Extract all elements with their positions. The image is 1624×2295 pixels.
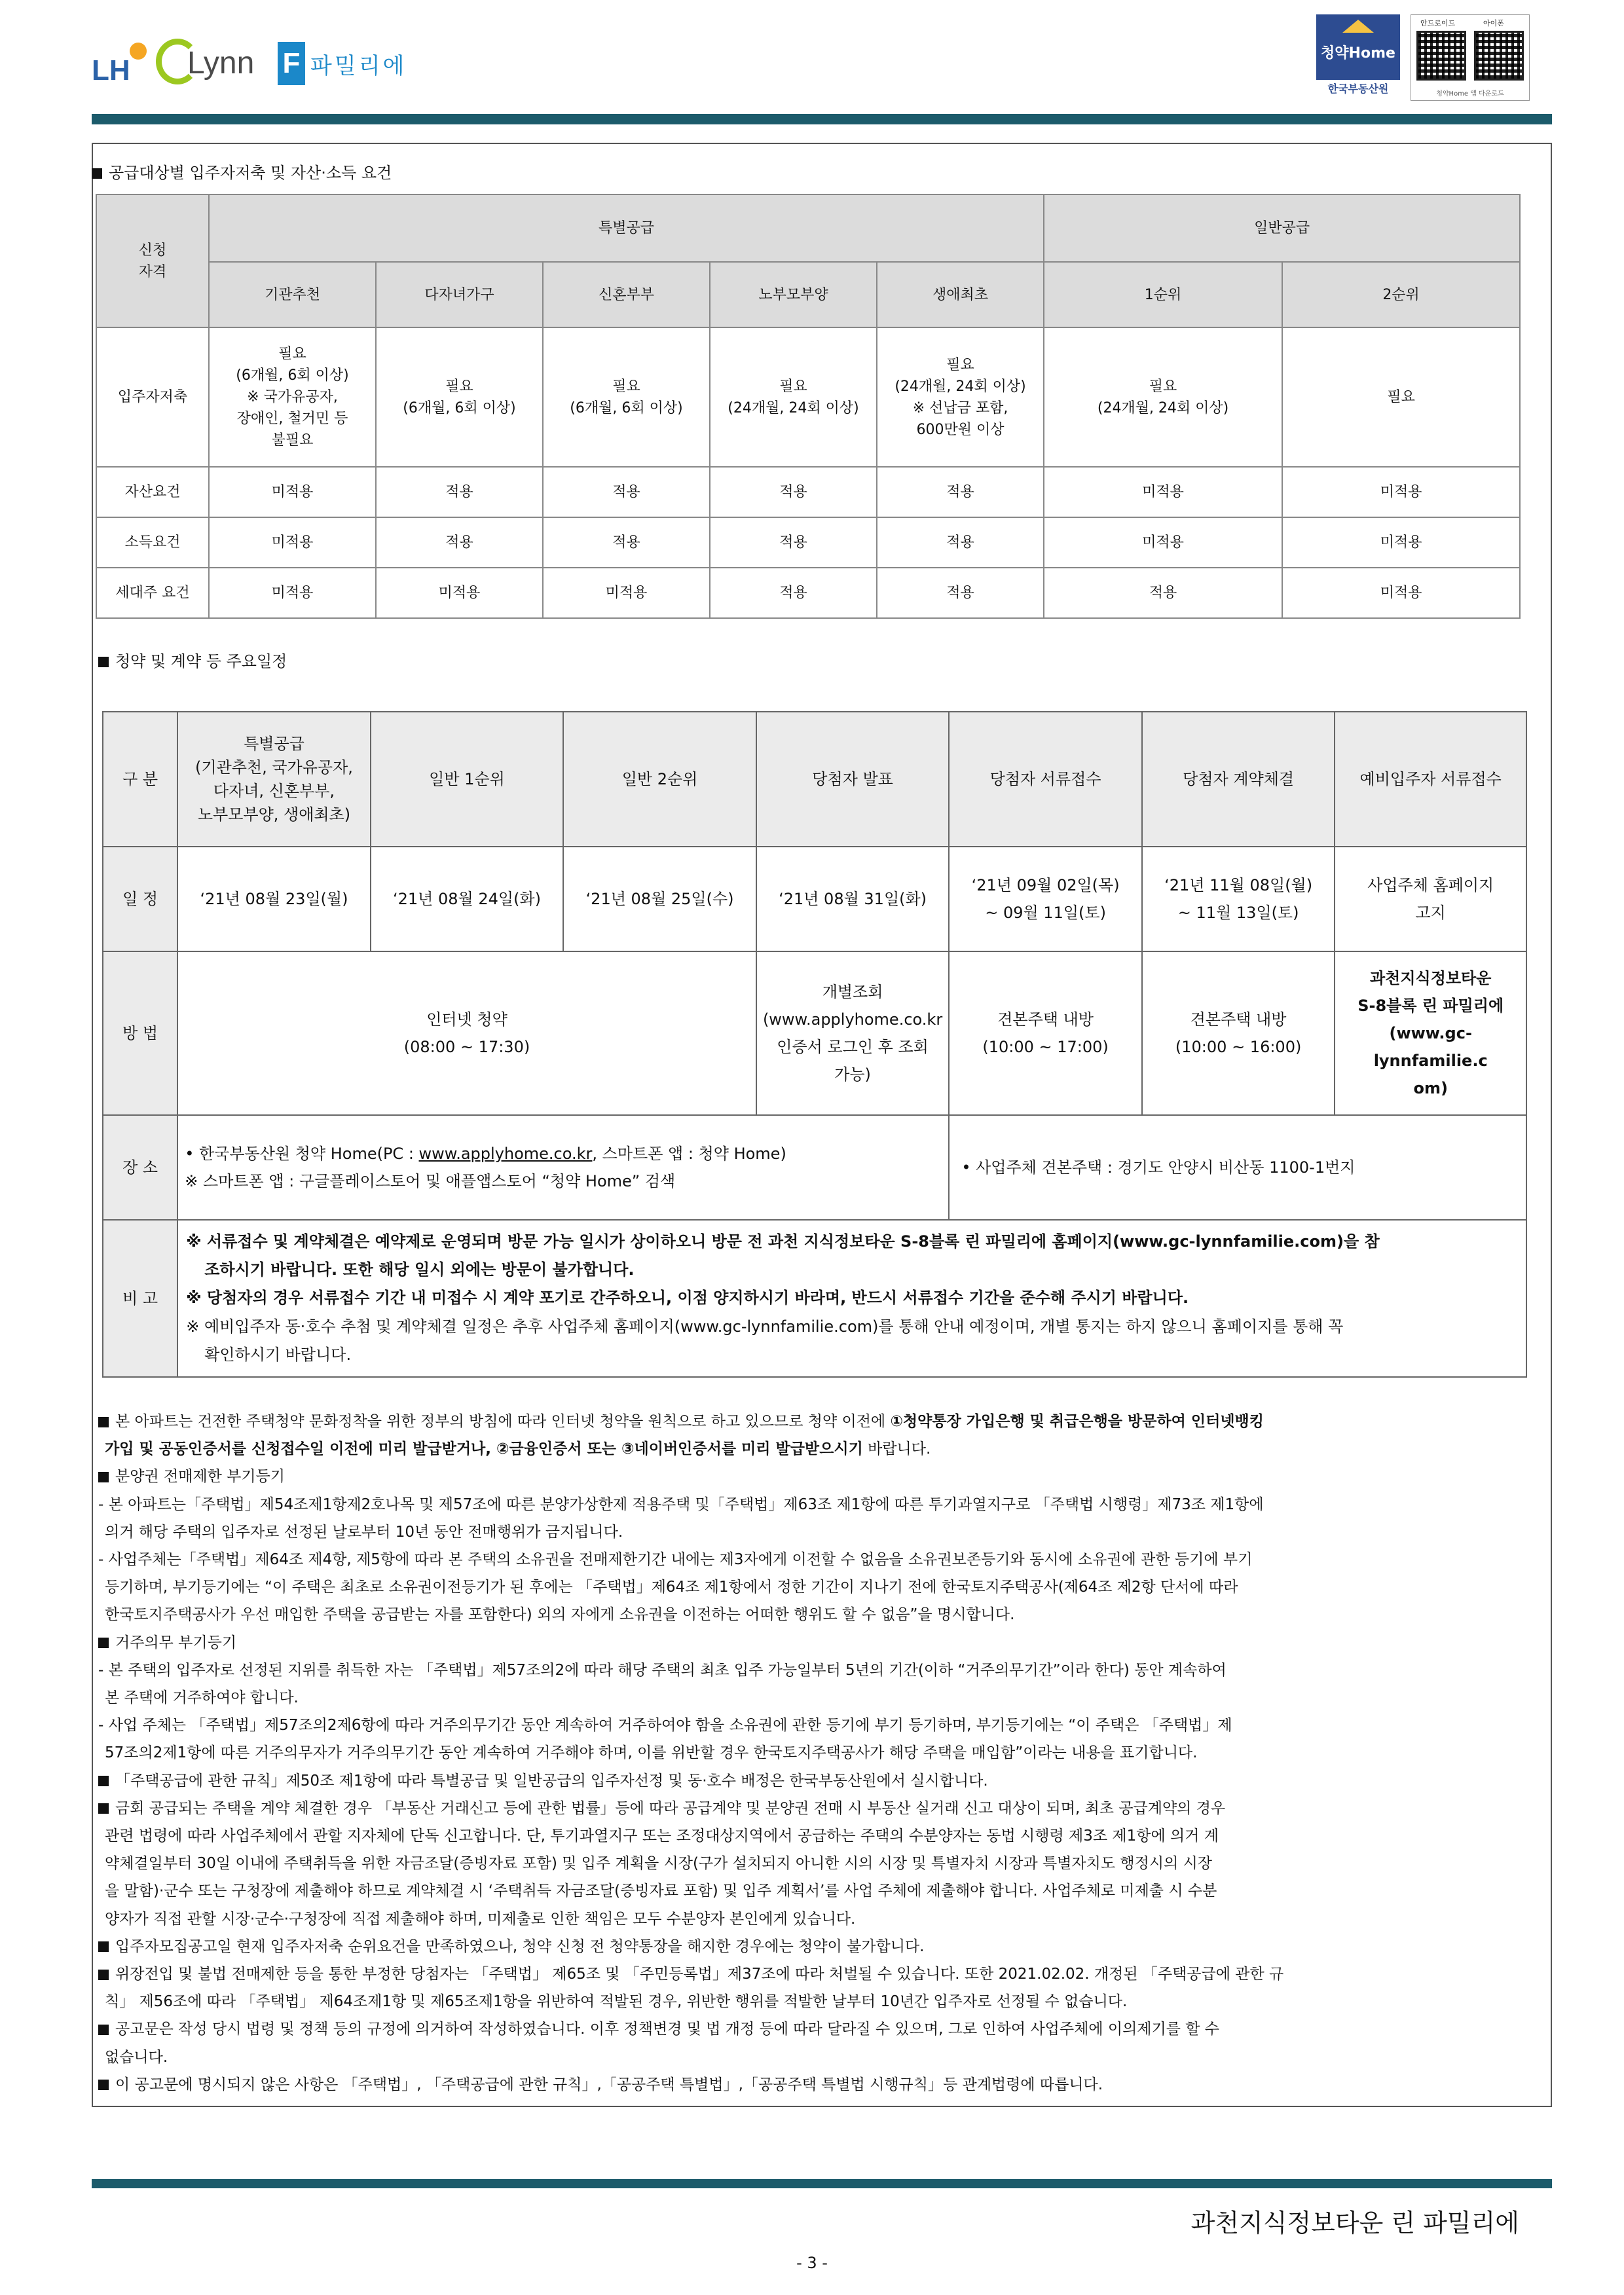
remark-row-label: 비 고 (103, 1220, 177, 1377)
table-cell: 적용 (376, 517, 543, 568)
lh-logo-dot (130, 43, 147, 60)
table-cell: 미적용 (1282, 467, 1520, 517)
qr-label-ios: 아이폰 (1483, 19, 1504, 28)
table-cell: 미적용 (543, 568, 710, 618)
table-cell: 미적용 (209, 517, 376, 568)
schedule-date-special: ‘21년 08월 23일(월) (177, 847, 371, 951)
qr-label-android: 안드로이드 (1420, 19, 1456, 28)
note-item (98, 1435, 1545, 1463)
note-item: 본 주택에 거주하여야 합니다. (105, 1689, 299, 1707)
table-cell: 필요 (1282, 327, 1520, 467)
col-newlywed: 신혼부부 (543, 262, 710, 327)
schedule-date-rank2: ‘21년 08월 25일(수) (563, 847, 756, 951)
method-row-label: 방 법 (103, 951, 177, 1115)
place-online (177, 1115, 949, 1220)
col-rank1: 1순위 (1044, 262, 1282, 327)
bullet-square-icon (98, 1776, 109, 1786)
note-bold-text: ①청약통장 가입은행 및 취급은행을 방문하여 인터넷뱅킹 (890, 1413, 1264, 1430)
method-announce: 개별조회 (www.applyhome.co.kr 인증서 로그인 후 조회 가능) (756, 951, 950, 1115)
note-text: 거주의무 부기등기 (115, 1634, 237, 1651)
col-elderly-parent: 노부모부양 (710, 262, 877, 327)
note-text: 입주자모집공고일 현재 입주자저축 순위요건을 만족하였으나, 청약 신청 전 청약통장을 해지한 경우에는 청약이 불가합니다. (115, 1937, 925, 1955)
schedule-head-docs: 당첨자 서류접수 (949, 712, 1142, 847)
familie-logo-mark: F (278, 42, 305, 85)
note-item (98, 1463, 1545, 1490)
note-item (98, 1933, 1545, 1960)
row-label: 입주자저축 (96, 327, 209, 467)
bullet-square-icon (98, 1417, 109, 1427)
note-item: 약체결일부터 30일 이내에 주택취득을 위한 자금조달(증빙자료 포함) 및 입주 계획을 시장(구가 설치되지 아니한 시의 시장 및 특별자치 시장과 특별자치도 행정시의 시장 (105, 1855, 1213, 1873)
schedule-date-rank1: ‘21년 08월 24일(화) (371, 847, 564, 951)
footer-divider (92, 2179, 1552, 2188)
cheongyak-home-logo (1316, 14, 1400, 98)
bullet-square-icon (92, 168, 102, 179)
note-item (98, 1960, 1545, 1988)
method-reserve: 과천지식정보타운 S-8블록 린 파밀리에 (www.gc-lynnfamilie.c om) (1335, 951, 1526, 1115)
section2-title-text: 청약 및 계약 등 주요일정 (115, 652, 287, 670)
schedule-head-rank1: 일반 1순위 (371, 712, 564, 847)
remark-line: ※ 서류접수 및 계약체결은 예약제로 운영되며 방문 가능 일시가 상이하오니 방문 전 과천 지식정보타운 S-8블록 린 파밀리에 홈페이지(www.gc-lynnfamilie.com)을 참 (186, 1232, 1380, 1251)
note-item: 관련 법령에 따라 사업주체에서 관할 지자체에 단독 신고합니다. 단, 투기과열지구 또는 조정대상지역에서 공급하는 주택의 수분양자는 동법 시행령 제3조 제1항에 의거 계 (105, 1827, 1219, 1845)
note-item (98, 2015, 1545, 2043)
table-cell: 적용 (877, 568, 1044, 618)
note-text: 금회 공급되는 주택을 계약 체결한 경우 「부동산 거래신고 등에 관한 법률」등에 따라 공급계약 및 분양권 전매 시 부동산 실거래 신고 대상이 되며, 최초 공급계약의 경우 (115, 1799, 1226, 1817)
house-icon (1342, 20, 1374, 33)
lynn-logo-text: Lynn (187, 46, 255, 81)
bullet-square-icon (98, 1472, 109, 1482)
table-cell: 미적용 (209, 467, 376, 517)
section2-title (98, 648, 287, 671)
place-model-house: • 사업주체 견본주택 : 경기도 안양시 비산동 1100-1번지 (949, 1115, 1526, 1220)
remark-cell (177, 1220, 1526, 1377)
table-cell: 필요 (6개월, 6회 이상) (543, 327, 710, 467)
table-cell: 미적용 (1044, 467, 1282, 517)
note-item (98, 1795, 1545, 1822)
table-cell: 적용 (376, 467, 543, 517)
bullet-square-icon (98, 2025, 109, 2035)
special-supply-group: 특별공급 (209, 194, 1044, 262)
bullet-square-icon (98, 1803, 109, 1814)
note-item (98, 1629, 1545, 1657)
note-item: 칙」 제56조에 따라 「주택법」 제64조제1항 및 제65조제1항을 위반하여 적발된 경우, 위반한 행위를 적발한 날부터 10년간 입주자로 선정될 수 없습니다. (105, 1993, 1128, 2011)
method-online: 인터넷 청약 (08:00 ~ 17:30) (177, 951, 756, 1115)
table-cell: 적용 (710, 517, 877, 568)
schedule-head-gubun: 구 분 (103, 712, 177, 847)
note-text: 본 아파트는 건전한 주택청약 문화정착을 위한 정부의 방침에 따라 인터넷 청약을 원칙으로 하고 있으므로 청약 이전에 (115, 1413, 891, 1430)
bullet-square-icon (98, 2080, 109, 2090)
note-item: - 본 주택의 입주자로 선정된 지위를 취득한 자는 「주택법」제57조의2에 따라 해당 주택의 최초 입주 가능일부터 5년의 기간(이하 “거주의무기간”이라 한다) 동안 계속하여 (98, 1661, 1227, 1679)
cheongyak-logo-text: 청약Home (1321, 45, 1395, 62)
schedule-date-docs: ‘21년 09월 02일(목) ~ 09월 11일(토) (949, 847, 1142, 951)
table-cell: 적용 (877, 467, 1044, 517)
note-item (98, 1767, 1545, 1795)
table-cell: 필요 (24개월, 24회 이상) (1044, 327, 1282, 467)
place-online-line1 (185, 1140, 948, 1167)
row-label: 자산요건 (96, 467, 209, 517)
header-right (1316, 14, 1530, 101)
table-cell: 필요 (24개월, 24회 이상) (710, 327, 877, 467)
note-item: - 본 아파트는「주택법」제54조제1항제2호나목 및 제57조에 따른 분양가상한제 적용주택 및「주택법」제63조 제1항에 따른 투기과열지구로 「주택법 시행령」제73조 제1항에 (98, 1496, 1264, 1513)
note-item: 의거 해당 주택의 입주자로 선정된 날로부터 10년 동안 전매행위가 금지됩니다. (105, 1523, 623, 1541)
table-cell: 미적용 (376, 568, 543, 618)
place-row-label: 장 소 (103, 1115, 177, 1220)
remark-line: ※ 당첨자의 경우 서류접수 기간 내 미접수 시 계약 포기로 간주하오니, 이점 양지하시기 바라며, 반드시 서류접수 기간을 준수해 주시기 바랍니다. (186, 1289, 1189, 1308)
schedule-date-contract: ‘21년 11월 08일(월) ~ 11월 13일(토) (1142, 847, 1335, 951)
agency-name: 한국부동산원 (1316, 80, 1400, 98)
note-text: 공고문은 작성 당시 법령 및 정책 등의 규정에 의거하여 작성하였습니다. 이후 정책변경 및 법 개정 등에 따라 달라질 수 있으며, 그로 인하여 사업주체에 이의제기를 할 수 (115, 2021, 1220, 2038)
note-item: 한국토지주택공사가 우선 매입한 주택을 공급받는 자를 포함한다) 외의 자에게 소유권을 이전하는 어떠한 행위도 할 수 없음”을 명시합니다. (105, 1606, 1015, 1624)
note-text: 위장전입 및 불법 전매제한 등을 통한 부정한 당첨자는 「주택법」 제65조 및 「주민등록법」제37조에 따라 처벌될 수 있습니다. 또한 2021.02.02. 개정된 「주택공급에 관한 규 (115, 1966, 1284, 1983)
note-item: 등기하며, 부기등기에는 “이 주택은 최초로 소유권이전등기가 된 후에는 「주택법」제64조 제1항에서 정한 기간이 지나기 전에 한국토지주택공사(제64조 제2항 단서에 따라 (105, 1579, 1238, 1596)
note-item (98, 1408, 1545, 1435)
table-cell: 적용 (877, 517, 1044, 568)
table-cell: 필요 (6개월, 6회 이상) (376, 327, 543, 467)
lh-logo (92, 31, 151, 96)
eligibility-table (96, 194, 1521, 619)
schedule-head-rank2: 일반 2순위 (563, 712, 756, 847)
bullet-square-icon (98, 657, 109, 667)
schedule-table (102, 711, 1527, 1378)
general-supply-group: 일반공급 (1044, 194, 1520, 262)
lh-logo-text: LH (92, 54, 130, 86)
col-rank2: 2순위 (1282, 262, 1520, 327)
table-cell: 미적용 (209, 568, 376, 618)
table-cell: 적용 (1044, 568, 1282, 618)
col-institution: 기관추천 (209, 262, 376, 327)
schedule-head-special: 특별공급 (기관추천, 국가유공자, 다자녀, 신혼부부, 노부모부양, 생애최초) (177, 712, 371, 847)
schedule-head-reserve: 예비입주자 서류접수 (1335, 712, 1526, 847)
note-text: 「주택공급에 관한 규칙」제50조 제1항에 따라 특별공급 및 일반공급의 입주자선정 및 동·호수 배정은 한국부동산원에서 실시합니다. (115, 1772, 988, 1790)
place-text: • 한국부동산원 청약 Home(PC : (185, 1145, 419, 1163)
remark-line: ※ 예비입주자 동·호수 추첨 및 계약체결 일정은 추후 사업주체 홈페이지(www.gc-lynnfamilie.com)를 통해 안내 예정이며, 개별 통지는 하지 않으니 홈페이지를 통해 꼭 (186, 1317, 1344, 1336)
table-cell: 미적용 (1044, 517, 1282, 568)
note-text: 바랍니다. (862, 1441, 931, 1458)
table-cell: 필요 (6개월, 6회 이상) ※ 국가유공자, 장애인, 철거민 등 불필요 (209, 327, 376, 467)
brand-logos (92, 28, 407, 100)
table-cell: 미적용 (1282, 568, 1520, 618)
col-first-home: 생애최초 (877, 262, 1044, 327)
table-cell: 적용 (543, 467, 710, 517)
method-contract: 견본주택 내방 (10:00 ~ 16:00) (1142, 951, 1335, 1115)
table-cell: 필요 (24개월, 24회 이상) ※ 선납금 포함, 600만원 이상 (877, 327, 1044, 467)
place-online-line2: ※ 스마트폰 앱 : 구글플레이스토어 및 애플앱스토어 “청약 Home” 검색 (185, 1172, 676, 1190)
familie-logo (278, 42, 407, 85)
place-text: , 스마트폰 앱 : 청약 Home) (592, 1145, 786, 1163)
bullet-square-icon (98, 1970, 109, 1980)
table-cell: 적용 (543, 517, 710, 568)
section1-title (92, 160, 392, 183)
note-item: 양자가 직접 관할 시장·군수·구청장에 직접 제출해야 하며, 미제출로 인한 책임은 모두 수분양자 본인에게 있습니다. (105, 1910, 856, 1928)
method-docs: 견본주택 내방 (10:00 ~ 17:00) (949, 951, 1142, 1115)
bullet-square-icon (98, 1638, 109, 1648)
page-number: - 3 - (796, 2254, 828, 2272)
table-cell: 적용 (710, 568, 877, 618)
header-divider (92, 114, 1552, 124)
lynn-logo (156, 31, 274, 96)
note-item: - 사업 주체는 「주택법」제57조의2제6항에 따라 거주의무기간 동안 계속하여 거주하여야 함을 소유권에 관한 등기에 부기 등기하며, 부기등기에는 “이 주택은 「주택법」제 (98, 1717, 1232, 1735)
android-qr-icon[interactable] (1416, 31, 1466, 81)
table-cell: 미적용 (1282, 517, 1520, 568)
note-text: 이 공고문에 명시되지 않은 사항은 「주택법」, 「주택공급에 관한 규칙」,「공공주택 특별법」,「공공주택 특별법 시행규칙」등 관계법령에 따릅니다. (115, 2076, 1103, 2093)
schedule-date-reserve: 사업주체 홈페이지 고지 (1335, 847, 1526, 951)
schedule-head-contract: 당첨자 계약체결 (1142, 712, 1335, 847)
applyhome-link[interactable]: www.applyhome.co.kr (418, 1145, 593, 1163)
note-item (98, 2071, 1545, 2099)
schedule-row-label: 일 정 (103, 847, 177, 951)
schedule-date-announce: ‘21년 08월 31일(화) (756, 847, 950, 951)
footer-title: 과천지식정보타운 린 파밀리에 (1190, 2209, 1519, 2237)
col-multichild: 다자녀가구 (376, 262, 543, 327)
ios-qr-icon[interactable] (1474, 31, 1524, 81)
notice-notes (98, 1408, 1545, 2099)
row-label: 세대주 요건 (96, 568, 209, 618)
table-cell: 적용 (710, 467, 877, 517)
section1-title-text: 공급대상별 입주자저축 및 자산·소득 요건 (109, 164, 392, 182)
note-item: - 사업주체는「주택법」제64조 제4항, 제5항에 따라 본 주택의 소유권을 전매제한기간 내에는 제3자에게 이전할 수 없음을 소유권보존등기와 동시에 소유권에 관한 등기에 부기 (98, 1551, 1253, 1569)
row-label: 소득요건 (96, 517, 209, 568)
note-bold-text: 가입 및 공동인증서를 신청접수일 이전에 미리 발급받거나, ②금융인증서 또는 ③네이버인증서를 미리 발급받으시기 (105, 1441, 863, 1458)
remark-line: 조하시기 바랍니다. 또한 해당 일시 외에는 방문이 불가합니다. (204, 1260, 635, 1279)
qr-caption: 청약Home 앱 다운로드 (1436, 90, 1504, 98)
eligibility-header-cell: 신청 자격 (96, 194, 209, 327)
bullet-square-icon (98, 1941, 109, 1952)
remark-line: 확인하시기 바랍니다. (204, 1345, 352, 1364)
app-qr-box (1411, 14, 1530, 101)
note-item: 57조의2제1항에 따른 거주의무자가 거주의무기간 동안 계속하여 거주해야 하며, 이를 위반할 경우 한국토지주택공사가 해당 주택을 매입함”이라는 내용을 표기합니다. (105, 1744, 1198, 1762)
note-text: 분양권 전매제한 부기등기 (115, 1468, 286, 1486)
note-item: 을 말함)·군수 또는 구청장에 제출해야 하므로 계약체결 시 ‘주택취득 자금조달(증빙자료 포함) 및 입주 계획서’를 사업 주체에 제출해야 합니다. 사업주체로 미제출 시 수분 (105, 1882, 1217, 1900)
note-item: 없습니다. (105, 2048, 168, 2066)
familie-logo-text: 파밀리에 (310, 52, 407, 79)
schedule-head-announce: 당첨자 발표 (756, 712, 950, 847)
